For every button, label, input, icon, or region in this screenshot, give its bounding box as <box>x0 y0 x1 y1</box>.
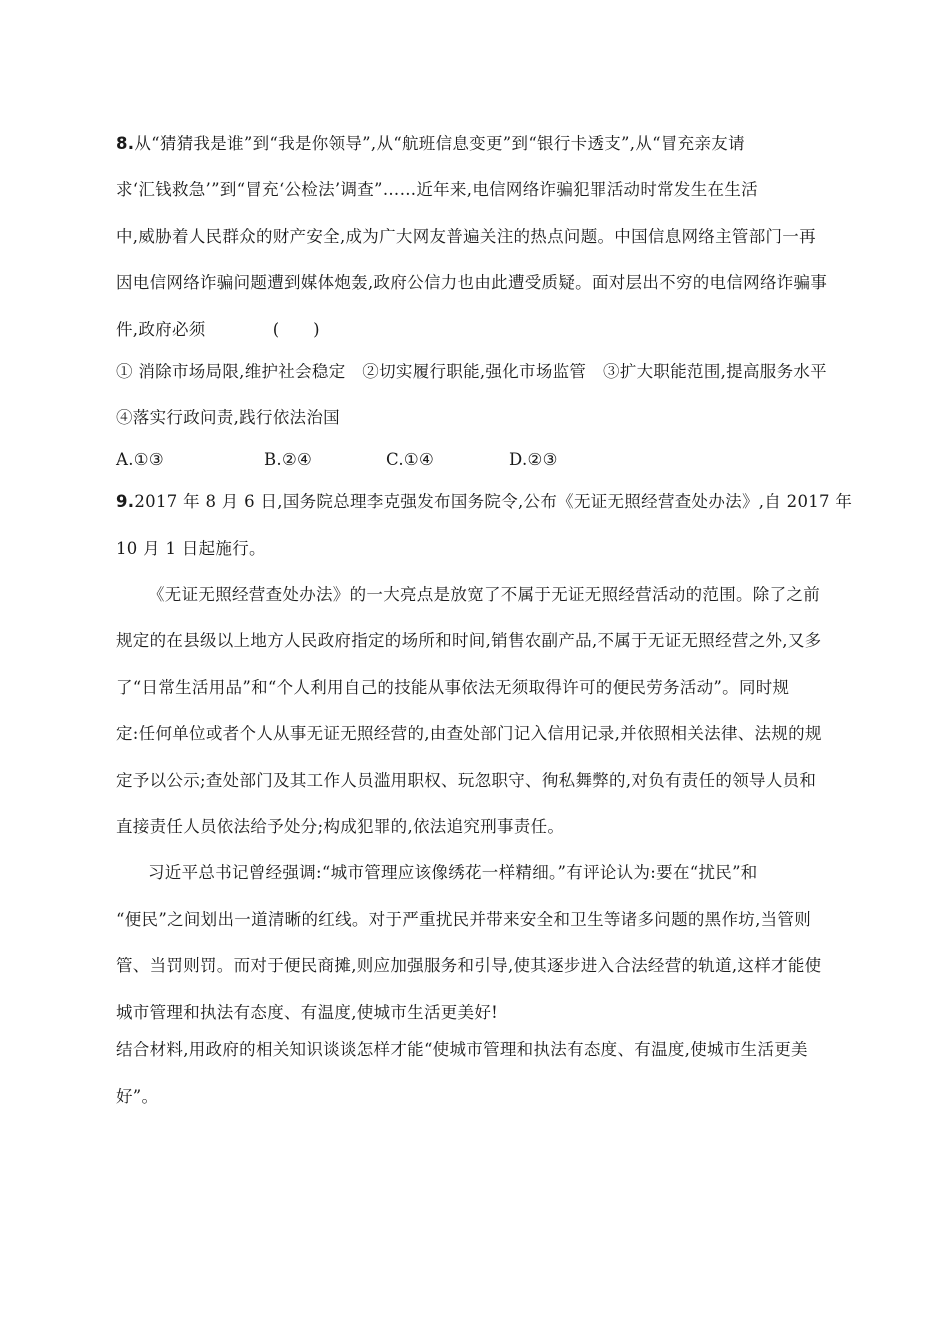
q8-stem-line: 因电信网络诈骗问题遭到媒体炮轰,政府公信力也由此遭受质疑。面对层出不穷的电信网络诈骗事 <box>116 273 828 292</box>
q8-option-d[interactable]: D.②③ <box>509 450 558 469</box>
q9-para1-line: 了“日常生活用品”和“个人利用自己的技能从事依法无须取得许可的便民劳务活动”。同时规 <box>116 678 790 697</box>
q8-option-c[interactable]: C.①④ <box>386 450 435 469</box>
q8-options <box>116 448 836 472</box>
q9-question-line: 好”。 <box>116 1087 159 1106</box>
q8-number: 8. <box>116 134 135 153</box>
q9-para2-line: 管、当罚则罚。而对于便民商摊,则应加强服务和引导,使其逐步进入合法经营的轨道,这样才能使 <box>116 956 822 975</box>
q9-para1-line: 直接责任人员依法给予处分;构成犯罪的,依法追究刑事责任。 <box>116 817 565 836</box>
q8-stem-line: 件,政府必须 ( ) <box>116 320 320 339</box>
q9-para1-line: 《无证无照经营查处办法》的一大亮点是放宽了不属于无证无照经营活动的范围。除了之前 <box>148 585 820 604</box>
q9-number: 9. <box>116 492 135 511</box>
q8-option-b[interactable]: B.②④ <box>264 450 313 469</box>
q8-stem-line: 中,威胁着人民群众的财产安全,成为广大网友普遍关注的热点问题。中国信息网络主管部门一再 <box>116 227 816 246</box>
q8-line-1 <box>116 132 836 156</box>
q9-stem-line: 10 月 1 日起施行。 <box>116 539 266 558</box>
q8-statements-line-2: ④落实行政问责,践行依法治国 <box>116 408 340 427</box>
q9-line-1 <box>116 490 853 514</box>
q8-statements-line-1: ① 消除市场局限,维护社会稳定 ②切实履行职能,强化市场监管 ③扩大职能范围,提高服务水平 <box>116 362 827 381</box>
q9-para2-line: 城市管理和执法有态度、有温度,使城市生活更美好! <box>116 1003 499 1022</box>
q9-stem-line: 2017 年 8 月 6 日,国务院总理李克强发布国务院令,公布《无证无照经营查处办法》,自 2017 年 <box>134 492 853 511</box>
q9-para1-line: 定予以公示;查处部门及其工作人员滥用职权、玩忽职守、徇私舞弊的,对负有责任的领导人员和 <box>116 771 817 790</box>
q8-stem-line: 求‘汇钱救急’”到“冒充‘公检法’调查”……近年来,电信网络诈骗犯罪活动时常发生在生活 <box>116 180 758 199</box>
q8-stem-line: 从“猜猜我是谁”到“我是你领导”,从“航班信息变更”到“银行卡透支”,从“冒充亲友请 <box>134 134 745 153</box>
q9-para1-line: 规定的在县级以上地方人民政府指定的场所和时间,销售农副产品,不属于无证无照经营之外,又多 <box>116 631 822 650</box>
q9-para2-line: 习近平总书记曾经强调:“城市管理应该像绣花一样精细。”有评论认为:要在“扰民”和 <box>148 863 758 882</box>
q9-para1-line: 定:任何单位或者个人从事无证无照经营的,由查处部门记入信用记录,并依照相关法律、法规的规 <box>116 724 822 743</box>
q8-option-a[interactable]: A.①③ <box>116 450 164 469</box>
q9-question-line: 结合材料,用政府的相关知识谈谈怎样才能“使城市管理和执法有态度、有温度,使城市生活更美 <box>116 1040 808 1059</box>
q9-para2-line: “便民”之间划出一道清晰的红线。对于严重扰民并带来安全和卫生等诸多问题的黑作坊,当管则 <box>116 910 812 929</box>
